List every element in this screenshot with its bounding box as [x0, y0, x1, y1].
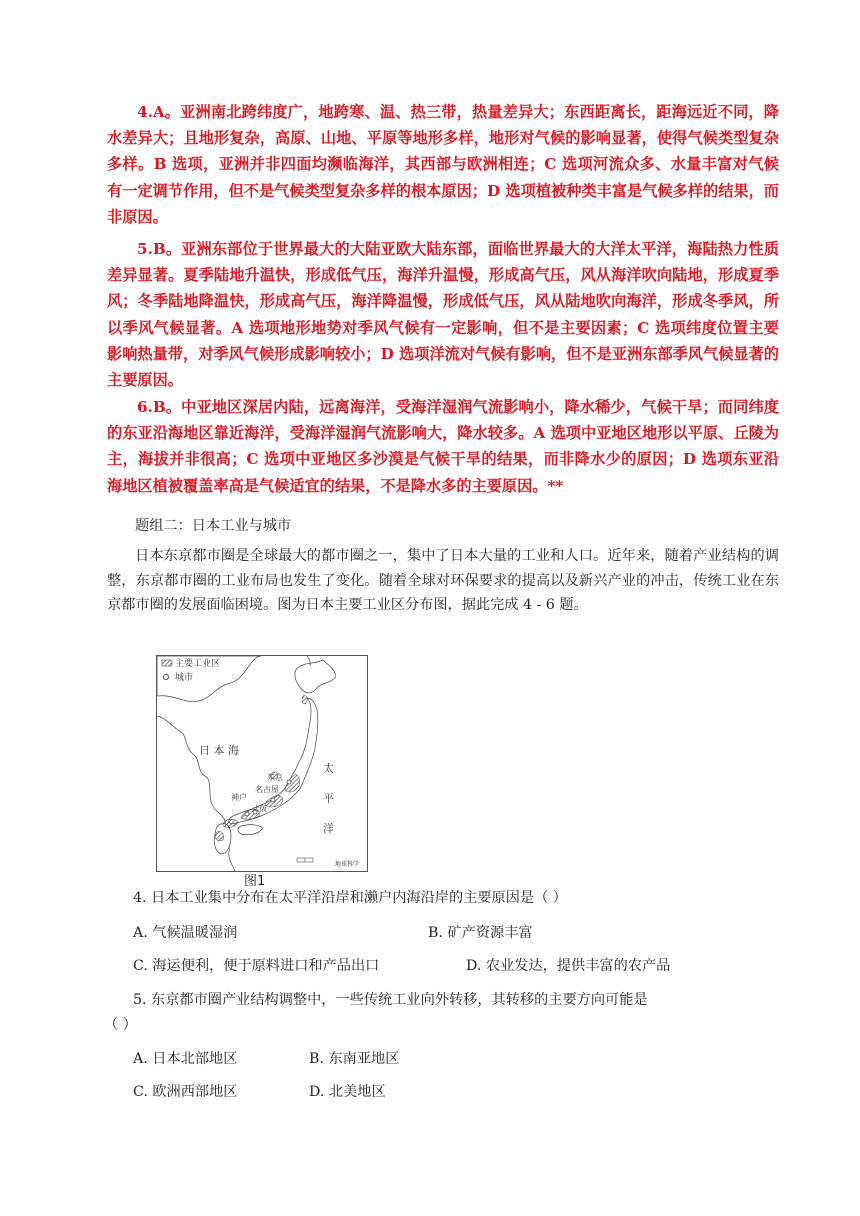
pacific-label-2: 平	[323, 792, 334, 805]
q4-option-c: C. 海运便利，便于原料进口和产品出口	[133, 958, 380, 974]
group-intro: 日本东京都市圈是全球最大的都市圈之一，集中了日本大量的工业和人口。近年来，随着产业结构的调整，东京都市圈的工业布局也发生了变化。随着全球对环保要求的提高以及新兴产业的冲击，传统工业在东京都市圈的发展面临困境。图为日本主要工业区分布图，据此完成 4 - 6 题。	[107, 548, 779, 613]
q5-option-c: C. 欧洲西部地区	[133, 1084, 238, 1100]
map-credit: 地球科学	[335, 861, 360, 868]
q4-option-a: A. 气候温暖湿润	[133, 925, 238, 941]
pacific-label-1: 太	[323, 762, 334, 775]
city-dot-nagoya	[271, 798, 275, 802]
legend-industry-label: 主要工业区	[175, 659, 221, 669]
answer-4: 4.A。亚洲南北跨纬度广，地跨寒、温、热三带，热量差异大；东西距离长，距海远近不同，降水差异大；且地形复杂，高原、山地、平原等地形多样，地形对气候的影响显著，使得气候类型复杂多样。B 选项，亚洲并非四面均濒临海洋，其西部与欧洲相连；C 选项河流众多、水量丰富对气候有一定调节作用，但不是气候类型复杂多样的根本原因；D 选项植被种类丰富是气候多样的结果，而非原因。	[107, 103, 779, 226]
city-dot-tokyo	[287, 780, 291, 784]
figure-label: 图1	[244, 874, 266, 889]
q4-option-b: B. 矿产资源丰富	[428, 925, 533, 941]
city-label-osaka: 大阪	[253, 805, 267, 813]
industry-zone-setouchi	[223, 819, 237, 827]
question-5-stem: 5. 东京都市圈产业结构调整中，一些传统工业向外转移，其转移的主要方向可能是	[133, 992, 648, 1008]
question-5-answer-blank: （ ）	[104, 1017, 137, 1033]
answer-6: 6.B。中亚地区深居内陆，远离海洋，受海洋湿润气流影响小，降水稀少，气候干旱；而同纬度的东亚沿海地区靠近海洋，受海洋湿润气流影响大，降水较多。A 选项中亚地区地形以平原、丘陵为主，海拔并非很高；C 选项中亚地区多沙漠是气候干旱的结果，而非降水少的原因；D 选项东亚沿海地区植被覆盖率高是气候适宜的结果，不是降水多的主要原因。**	[107, 398, 779, 495]
legend-industry-swatch	[162, 660, 172, 666]
city-label-nagoya: 名古屋	[255, 785, 279, 794]
pacific-label-3: 洋	[323, 822, 334, 835]
q4-option-d: D. 农业发达，提供丰富的农产品	[466, 958, 671, 974]
legend-city-label: 城市	[175, 673, 194, 683]
sea-of-japan-label: 日 本 海	[199, 744, 239, 757]
city-dot-kobe	[245, 812, 249, 816]
legend-city-icon	[163, 674, 168, 679]
group-title: 题组二：日本工业与城市	[135, 518, 292, 534]
q5-option-a: A. 日本北部地区	[133, 1051, 238, 1067]
answer-5: 5.B。亚洲东部位于世界最大的大陆亚欧大陆东部，面临世界最大的大洋太平洋，海陆热力性质差异显著。夏季陆地升温快，形成低气压，海洋升温慢，形成高气压，风从海洋吹向陆地，形成夏季风；冬季陆地降温快，形成高气压，海洋降温慢，形成低气压，风从陆地吹向海洋，形成冬季风，所以季风气候显著。A 选项地形地势对季风气候有一定影响，但不是主要因素；C 选项纬度位置主要影响热量带，对季风气候形成影响较小；D 选项洋流对气候有影响，但不是亚洲东部季风气候显著的主要原因。	[107, 240, 779, 390]
map-drawing	[157, 656, 367, 871]
question-4-stem: 4. 日本工业集中分布在太平洋沿岸和濑户内海沿岸的主要原因是（ ）	[133, 890, 567, 906]
japan-industry-map	[156, 655, 368, 872]
city-label-kobe: 神户	[231, 793, 247, 802]
q5-option-d: D. 北美地区	[309, 1084, 386, 1100]
q5-option-b: B. 东南亚地区	[309, 1051, 400, 1067]
city-label-tokyo: 东京	[267, 773, 283, 782]
industry-zone-hokkaido	[302, 696, 307, 704]
